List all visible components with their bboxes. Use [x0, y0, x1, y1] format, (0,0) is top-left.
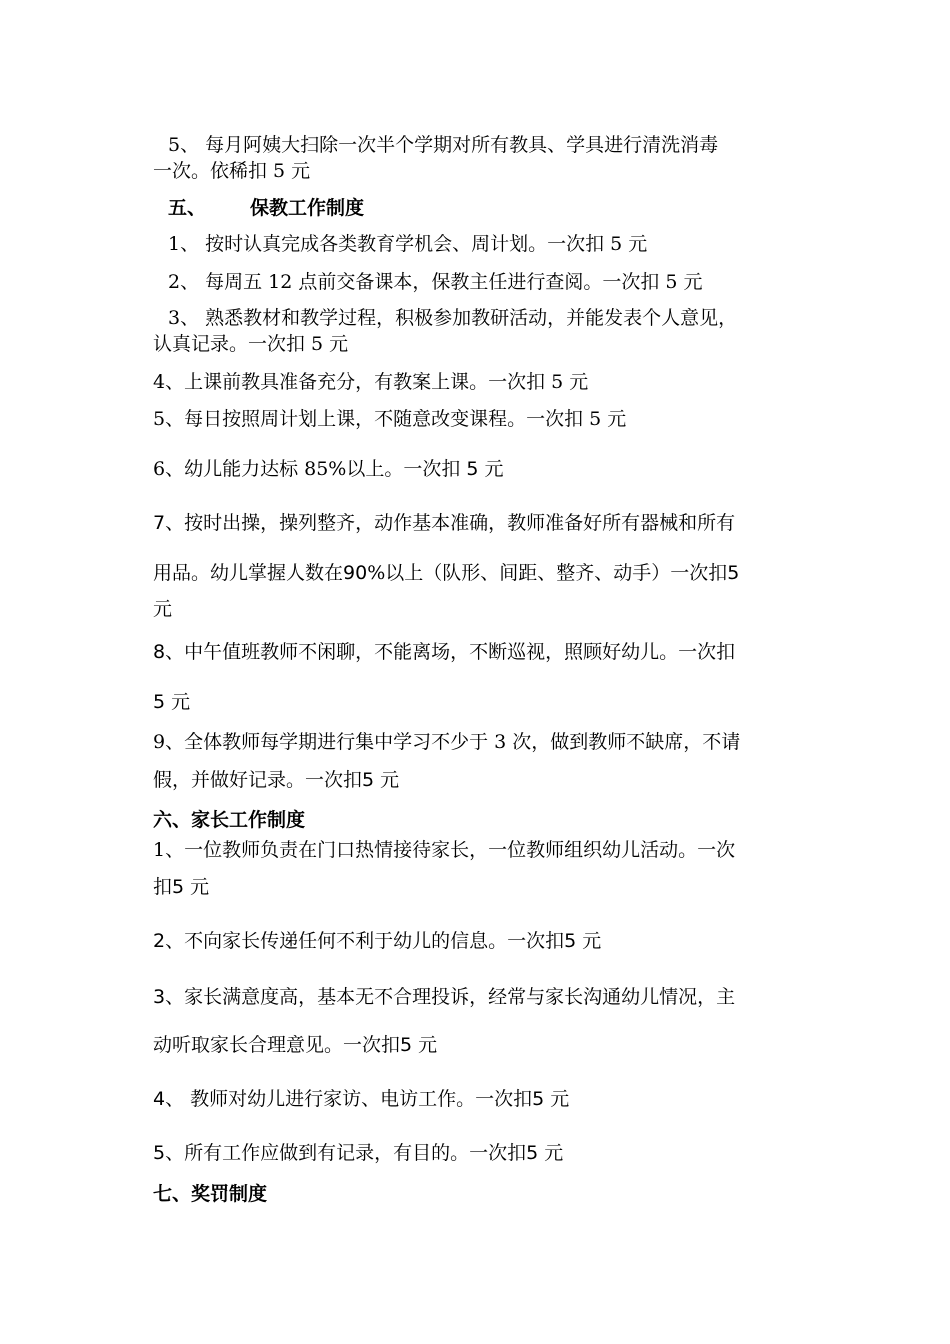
section-heading-7: 七、奖罚制度 [153, 1183, 268, 1205]
paragraph-line: 一次。依稀扣 5 元 [153, 160, 311, 182]
text-run: 8 [153, 641, 166, 663]
paragraph-line: 1、一位教师负责在门口热情接待家长，一位教师组织幼儿活动。一次 [153, 839, 736, 861]
text-run: 5 元 [466, 458, 504, 480]
paragraph-line [153, 875, 833, 899]
heading-text: 保教工作制度 [250, 197, 365, 219]
text-run: 元 [190, 876, 210, 898]
heading-number: 五、 [168, 197, 207, 219]
text-run: 5 [564, 930, 577, 952]
text-run: 5 [400, 1034, 413, 1056]
text-run: 元 [544, 1142, 564, 1164]
text-run: 3 [153, 986, 166, 1008]
paragraph-line [153, 768, 833, 792]
text-run: 元 [550, 1088, 570, 1110]
paragraph-line: 3、 熟悉教材和教学过程，积极参加教研活动，并能发表个人意见， [168, 307, 738, 329]
section-heading-6: 六、家长工作制度 [153, 809, 306, 831]
text-run: 90 [343, 562, 368, 584]
text-run: 5 [526, 1142, 539, 1164]
text-run: 5 [727, 562, 740, 584]
text-run: 用品。幼儿掌握人数在 [153, 562, 344, 584]
text-run: %以上（队形、间距、整齐、动手）一次扣 [367, 562, 728, 584]
paragraph-line: 元 [153, 598, 173, 620]
text-run: 、中午值班教师不闲聊，不能离场，不断巡视，照顾好幼儿。一次扣 [165, 641, 736, 663]
text-run: 、 教师对幼儿进行家访、电访工作。一次扣 [165, 1088, 533, 1110]
text-run: 7 [153, 512, 166, 534]
paragraph-line: 2、 每周五 12 点前交备课本，保教主任进行查阅。一次扣 5 元 [168, 271, 703, 293]
text-run: 元 [418, 1034, 438, 1056]
paragraph-line: 5、每日按照周计划上课，不随意改变课程。一次扣 5 元 [153, 408, 627, 430]
text-run: 、所有工作应做到有记录，有目的。一次扣 [165, 1142, 527, 1164]
text-run: 5 [153, 1142, 166, 1164]
text-run: 、家长满意度高，基本无不合理投诉，经常与家长沟通幼儿情况，主 [165, 986, 736, 1008]
text-run: 4 [153, 1088, 166, 1110]
section-heading-5 [168, 196, 848, 220]
text-run: 元 [171, 691, 191, 713]
text-run: 扣 [153, 876, 173, 898]
paragraph-line: 4、上课前教具准备充分，有教案上课。一次扣 5 元 [153, 371, 589, 393]
paragraph-line [153, 985, 833, 1009]
text-run: 5 [172, 876, 185, 898]
text-run: 元 [582, 930, 602, 952]
paragraph-line: 5、 每月阿姨大扫除一次半个学期对所有教具、学具进行清洗消毒 [168, 134, 719, 156]
text-run: 5 [153, 691, 166, 713]
paragraph-line [153, 1087, 833, 1111]
paragraph-line: 1、 按时认真完成各类教育学机会、周计划。一次扣 5 元 [168, 233, 648, 255]
text-run: 、按时出操，操列整齐，动作基本准确，教师准备好所有器械和所有 [165, 512, 736, 534]
text-run: 5 [532, 1088, 545, 1110]
paragraph-line [153, 640, 833, 664]
paragraph-line [153, 690, 833, 714]
paragraph-line [153, 1033, 833, 1057]
text-run: 、不向家长传递任何不利于幼儿的信息。一次扣 [165, 930, 565, 952]
paragraph-line: 认真记录。一次扣 5 元 [153, 333, 349, 355]
text-run: 动听取家长合理意见。一次扣 [153, 1034, 401, 1056]
paragraph-line [153, 511, 833, 535]
paragraph-line [153, 561, 833, 585]
paragraph-line [153, 1141, 833, 1165]
paragraph-line [153, 929, 833, 953]
text-run: 5 [362, 769, 375, 791]
text-run: 6、幼儿能力达标 85%以上。一次扣 [153, 458, 461, 480]
paragraph-line: 9、全体教师每学期进行集中学习不少于 3 次，做到教师不缺席，不请 [153, 731, 741, 753]
text-run: 元 [380, 769, 400, 791]
paragraph-line [153, 457, 833, 481]
text-run: 2 [153, 930, 166, 952]
text-run: 假，并做好记录。一次扣 [153, 769, 363, 791]
